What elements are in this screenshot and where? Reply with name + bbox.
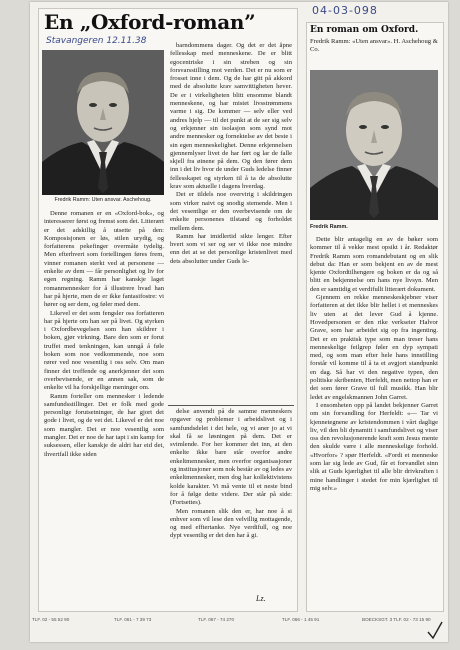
left-article-column-2-bottom [170,408,292,590]
footer-cell: TLF. 067 - 74 270 [198,617,235,622]
left-article-column-1 [44,210,164,606]
paragraph: I ensomheten opp på landet bekjenner Garret om sin forvandling for Herfeldt: «— Tar vi kjennetegnene av kristendommen i vårt daglige liv, vil den bli dynamitt i samfundslivet og viser oss den revolusjonerende kraft som Jesus mente den skulde være i alle menneskelige forhold. «Hvorfor» ? spør Herfeldt. «Fordi et menneske som lar sig lede av Gud, får et forvandlet sinn slik at Guds kjærlighet til alle blir drivkraften i mine handlinger i stedet for min kjærlighet til mig selv.» [310,401,438,492]
left-portrait-photo [42,50,164,195]
left-article-column-2-top [170,42,292,402]
right-article-body [310,236,438,606]
sheet-footer [32,611,446,641]
handwritten-date: 04-03-098 [312,4,378,17]
paragraph: Det er tildels noe overvirig i skildringen som virker naivt og snodig stemende. Men i det vesentlige er den overbevisende om de enkelte personenes tilstand og forholdet mellem dem. [170,191,292,232]
right-photo-caption: Fredrik Ramm. [310,224,348,230]
footer-cell: TLF. 061 - 7 39 73 [114,617,152,622]
article-signature: Lz. [256,594,266,603]
footer-cell: BOECKSGT. 3 TLF. 02 - 73 15 90 [362,617,431,622]
right-headline: En roman om Oxford. [310,25,419,35]
paragraph: Dette blir antagelig en av de bøker som kommer til å vekke mest opsikt i år. Redaktør Fredrik Ramm som romandebutant og en slik debut da: Han er som bekjent en av de mest kjente Oxfordtilhengere og boken er da og så blitt en bekjennelse om hans nye livsyn. Men den er samtidig et verdifullt litterært dokument. [310,236,438,293]
paragraph: Ramm forteller om mennesker i ledende samfundsstillinger. Det er folk med gode personlige forutsetninger, de har gjort det gode i livet, og de vet det. Likevel er det noe som mangler. Det er noe vesentlig som mangler. Det er noe de har tapt i sin kamp for suksessen, eller kanskje de aldri har eid det, ihvertfall ikke siden [44,392,164,458]
pen-check-mark [426,620,444,640]
paragraph: Men romanen slik den er, har noe å si enhver som vil lese den velvillig mottagende, og med efftertanke. Nye verdifull, og noe dypt vesentlig er det den har å gi. [170,507,292,540]
right-intro: Fredrik Ramm: «Uten ansvar». H. Aschehoug & Co. [310,38,438,54]
right-portrait-photo [310,70,438,220]
footer-cell: TLF. 066 - 1 45 91 [282,617,320,622]
paragraph: Ramm har imidlertid sikte lenger. Efter hvert som vi ser og ser vi ikke noe mindre enn det at se det personlige kristenlivet med dets absolutter under Guds le- [170,232,292,265]
handwritten-source: Stavangeren 12.11.38 [46,36,147,46]
footer-cell: TLF. 02 - 55 52 90 [32,617,70,622]
left-photo-caption: Fredrik Ramm: Uten ansvar. Aschehoug. [54,197,152,203]
paragraph: Likevel er det som fengsler oss forfatteren har på hjerte om han ser på livet. Og styrken i Oxfordbevegelsen som han skildrer i boken, gjør virkning. Bare den som er forut truffet med tenkningen, kan unngå å føle boken som noe vedkommende, noe som rører ved noe vesentlig i oss selv. Om man finner det treffende og anerkjenner det som overbevisende, er en annen sak, som de enkelte vil ha forskjellige meninger om. [44,309,164,392]
column-divider [168,405,294,406]
paragraph: barndommens dager. Og det er det ăpne fellesskap med menneskene. De er blitt egocentriske i sin streben og sin forsvarsstilling mot verden. Det er nu som er frosset inne i dem. Og de har gitt på akkord med de absolutte krav samvittigheten hever. De er i virkeligheten blitt ensomme blandt menneskene, og har mistet livsstrømmens varme i sig. De kommer — selv eller ved andres hjelp — til det punkt at de ser sig selv og erkjenner sin isolasjon som synd mot andre mennesker og fornektelse av det beste i sin egen menneskelighet. Denne erkjennelsen gjennemlyser livet de har ført og lar de falle skjell fra øinene på dem. Og den fører dem inn i det liv hvor de under Guds ledelse finner fellesskapet og styrken til å ta de absolutte krav som aktuelle i dagens hverdag. [170,42,292,191]
left-headline: En „Oxford-roman” [44,10,256,34]
paragraph: Gjennem en rekke menneskeskjebner viser forfatteren at det ikke blir hellet i et menneskes liv uten at det lever Gud å kjenne. Hovedpersonen er den rike verkseier Halvor Grave, som har arbeidet sig op fra ingenting. Det er en praktisk type som man treser hans menneskelige feilgrep føler en dyp sympati med, og som man efter hele hans innstilling forstår vil komme til å ta et avgjort standpunkt en dag. Så har vi den negative typen, den politiske skribenten, Herfeldt, men nettop han er det som fører Grave til full musikk. Han blir ledet av engelskmannen John Garret. [310,294,438,401]
paragraph: Denne romanen er en «Oxford-bok», og interesserer først og fremst som det. Litterært er det adskillig å utsette på den: Komposisjonen er løs, stilen urydig, og forfatterens pekefinger overmåte tydelig. Men efterhvert som fortellingen føres frem, vinner romanen sterkt ved at personene — enkelte av dem — får personlighet og liv for egen regning. Ramm har kanskje laget romanmennesker for å illustrere hvad han har på hjerte, men de er ikke fantasifostre: vi hører og ser dem, og føler med dem. [44,210,164,309]
paragraph: delse anvendt på de samme menneskers opgaver og problemer i arbeidslivet og i samfundsdelet i det hele, og vi aner jo at vi skal få se løsningen på dem. Det er svimlende. For her kommer det inn, at den enkelte ikke bare står overfor andre enkeltmennesker, men overfor organisasjoner og institusjoner som nok består av og ledes av enkeltmennesker, men dog har kollektivistens kolde karakter. Vi må vente til et neste bind for å følge dette videre. Der står på side: (Fortsettes). [170,408,292,507]
